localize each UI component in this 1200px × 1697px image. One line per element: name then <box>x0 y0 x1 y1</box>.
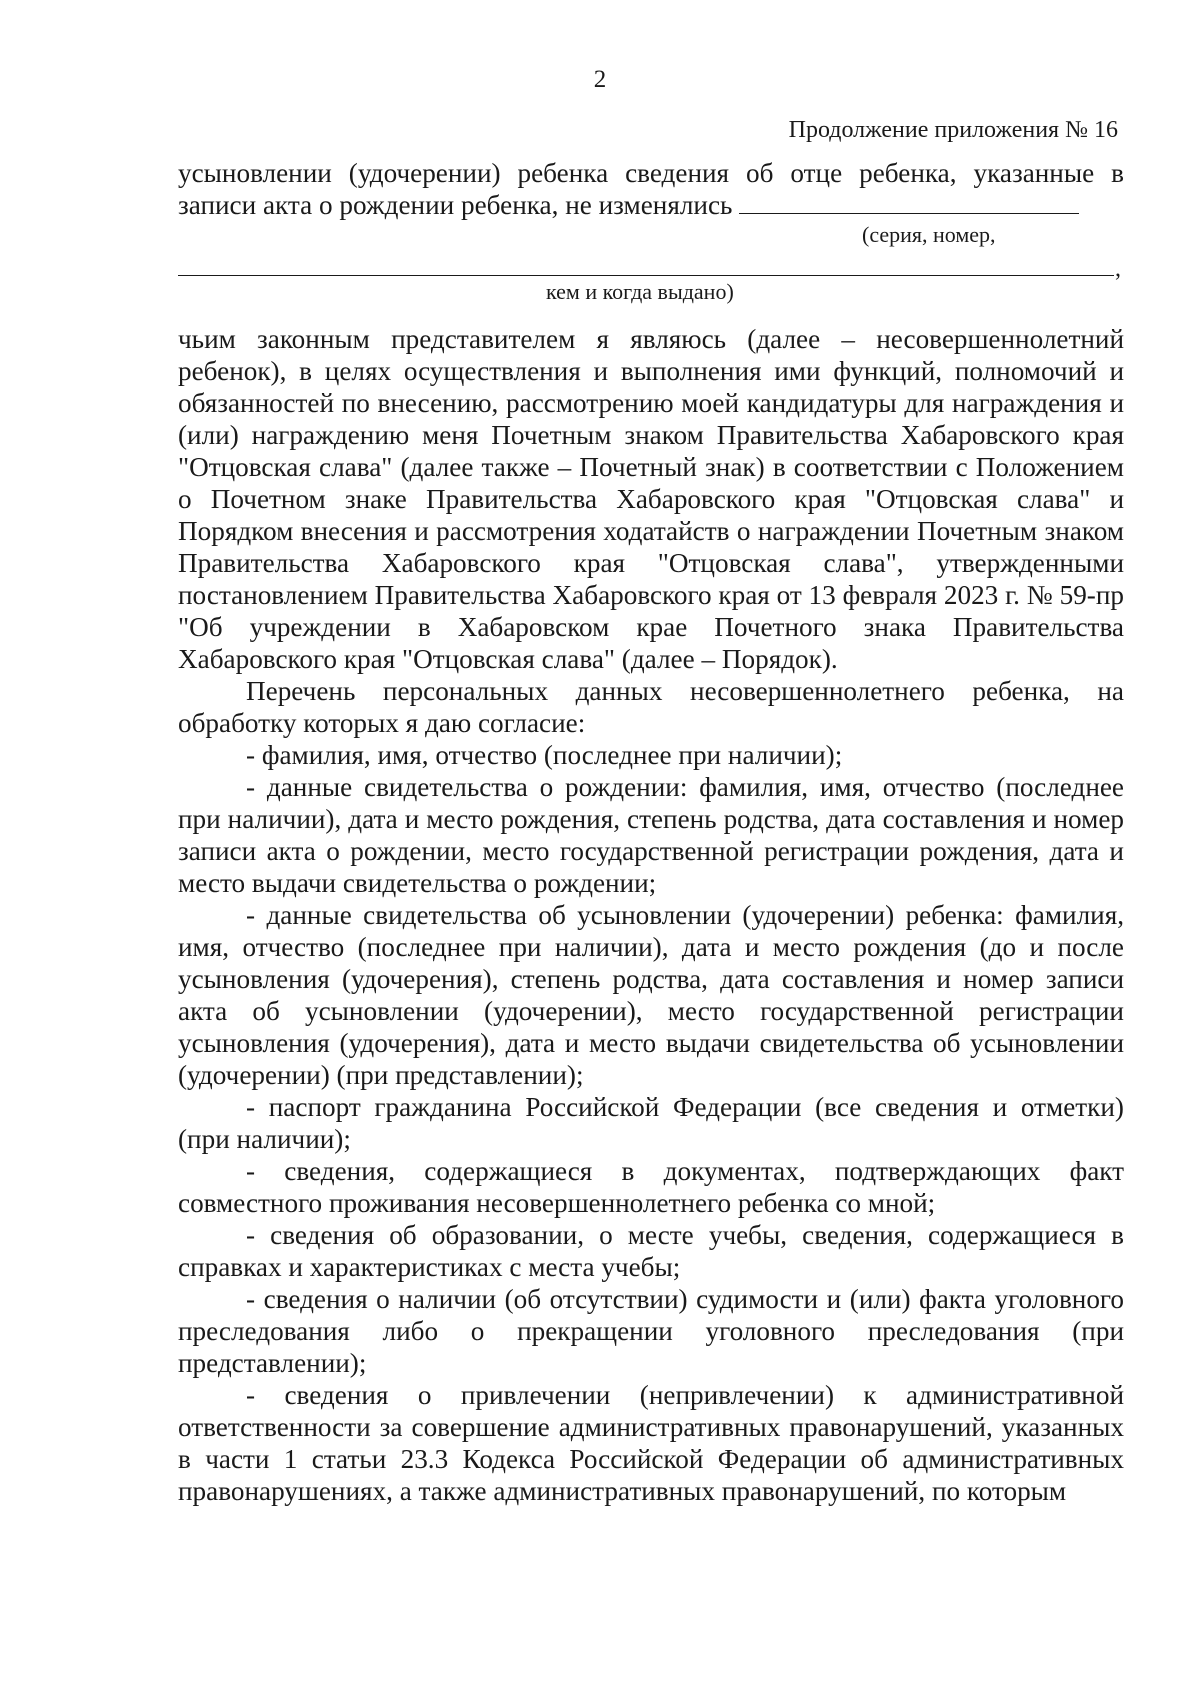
list-item-criminal-record: - сведения о наличии (об отсутствии) судимости и (или) факта уголовного преследования либо о прекращении уголовного преследования (при представлении); <box>178 1284 1124 1378</box>
top-paragraph-content: усыновлении (удочерении) ребенка сведения об отце ребенка, указанные в записи акта о рождении ребенка, не изменялись <box>178 158 1124 220</box>
appendix-continuation-label: Продолжение приложения № 16 <box>788 117 1118 143</box>
document-details-blank <box>739 195 1079 214</box>
page-number: 2 <box>593 66 607 93</box>
list-item-birth-certificate: - данные свидетельства о рождении: фамилия, имя, отчество (последнее при наличии), дата и место рождения, степень родства, дата составления и номер записи акта о рождении, место государственной регистрации рождения, дата и место выдачи свидетельства о рождении; <box>178 772 1124 898</box>
list-item-administrative: - сведения о привлечении (непривлечении) к административной ответственности за совершение административных правонарушений, указанных в части 1 статьи 23.3 Кодекса Российской Федерации об административных правонарушениях, а также административных правонарушений, по которым <box>178 1380 1124 1506</box>
issued-by-blank-line <box>178 275 1114 276</box>
consent-body <box>178 323 1124 1507</box>
blank-line-comma: , <box>1115 256 1121 282</box>
caption-issued-by: кем и когда выдано) <box>546 279 734 304</box>
caption-series-number: (серия, номер, <box>862 222 996 247</box>
paragraph-representative: чьим законным представителем я являюсь (далее – несовершеннолетний ребенок), в целях осуществления и выполнения ими функций, полномочий и обязанностей по внесению, рассмотрению моей кандидатуры для награждения и (или) награждению меня Почетным знаком Правительства Хабаровского края "Отцовская слава" (далее также – Почетный знак) в соответствии с Положением о Почетном знаке Правительства Хабаровского края "Отцовская слава" и Порядком внесения и рассмотрения ходатайств о награждении Почетным знаком Правительства Хабаровского края "Отцовская слава", утвержденными постановлением Правительства Хабаровского края от 13 февраля 2023 г. № 59-пр "Об учреждении в Хабаровском крае Почетного знака Правительства Хабаровского края "Отцовская слава" (далее – Порядок). <box>178 324 1124 674</box>
top-paragraph <box>178 157 1124 221</box>
list-item-adoption-certificate: - данные свидетельства об усыновлении (удочерении) ребенка: фамилия, имя, отчество (последнее при наличии), дата и место рождения (до и после усыновления (удочерения), степень родства, дата составления и номер записи акта об усыновлении (удочерении), место государственной регистрации усыновления (удочерения), дата и место выдачи свидетельства об усыновлении (удочерении) (при представлении); <box>178 900 1124 1090</box>
list-item-cohabitation: - сведения, содержащиеся в документах, подтверждающих факт совместного проживания несовершеннолетнего ребенка со мной; <box>178 1156 1124 1218</box>
paragraph-data-list-intro: Перечень персональных данных несовершеннолетнего ребенка, на обработку которых я даю согласие: <box>178 676 1124 738</box>
list-item-full-name: - фамилия, имя, отчество (последнее при наличии); <box>246 740 843 770</box>
list-item-education: - сведения об образовании, о месте учебы, сведения, содержащиеся в справках и характеристиках с места учебы; <box>178 1220 1124 1282</box>
top-paragraph-text <box>178 157 1124 221</box>
list-item-passport: - паспорт гражданина Российской Федерации (все сведения и отметки) (при наличии); <box>178 1092 1124 1154</box>
